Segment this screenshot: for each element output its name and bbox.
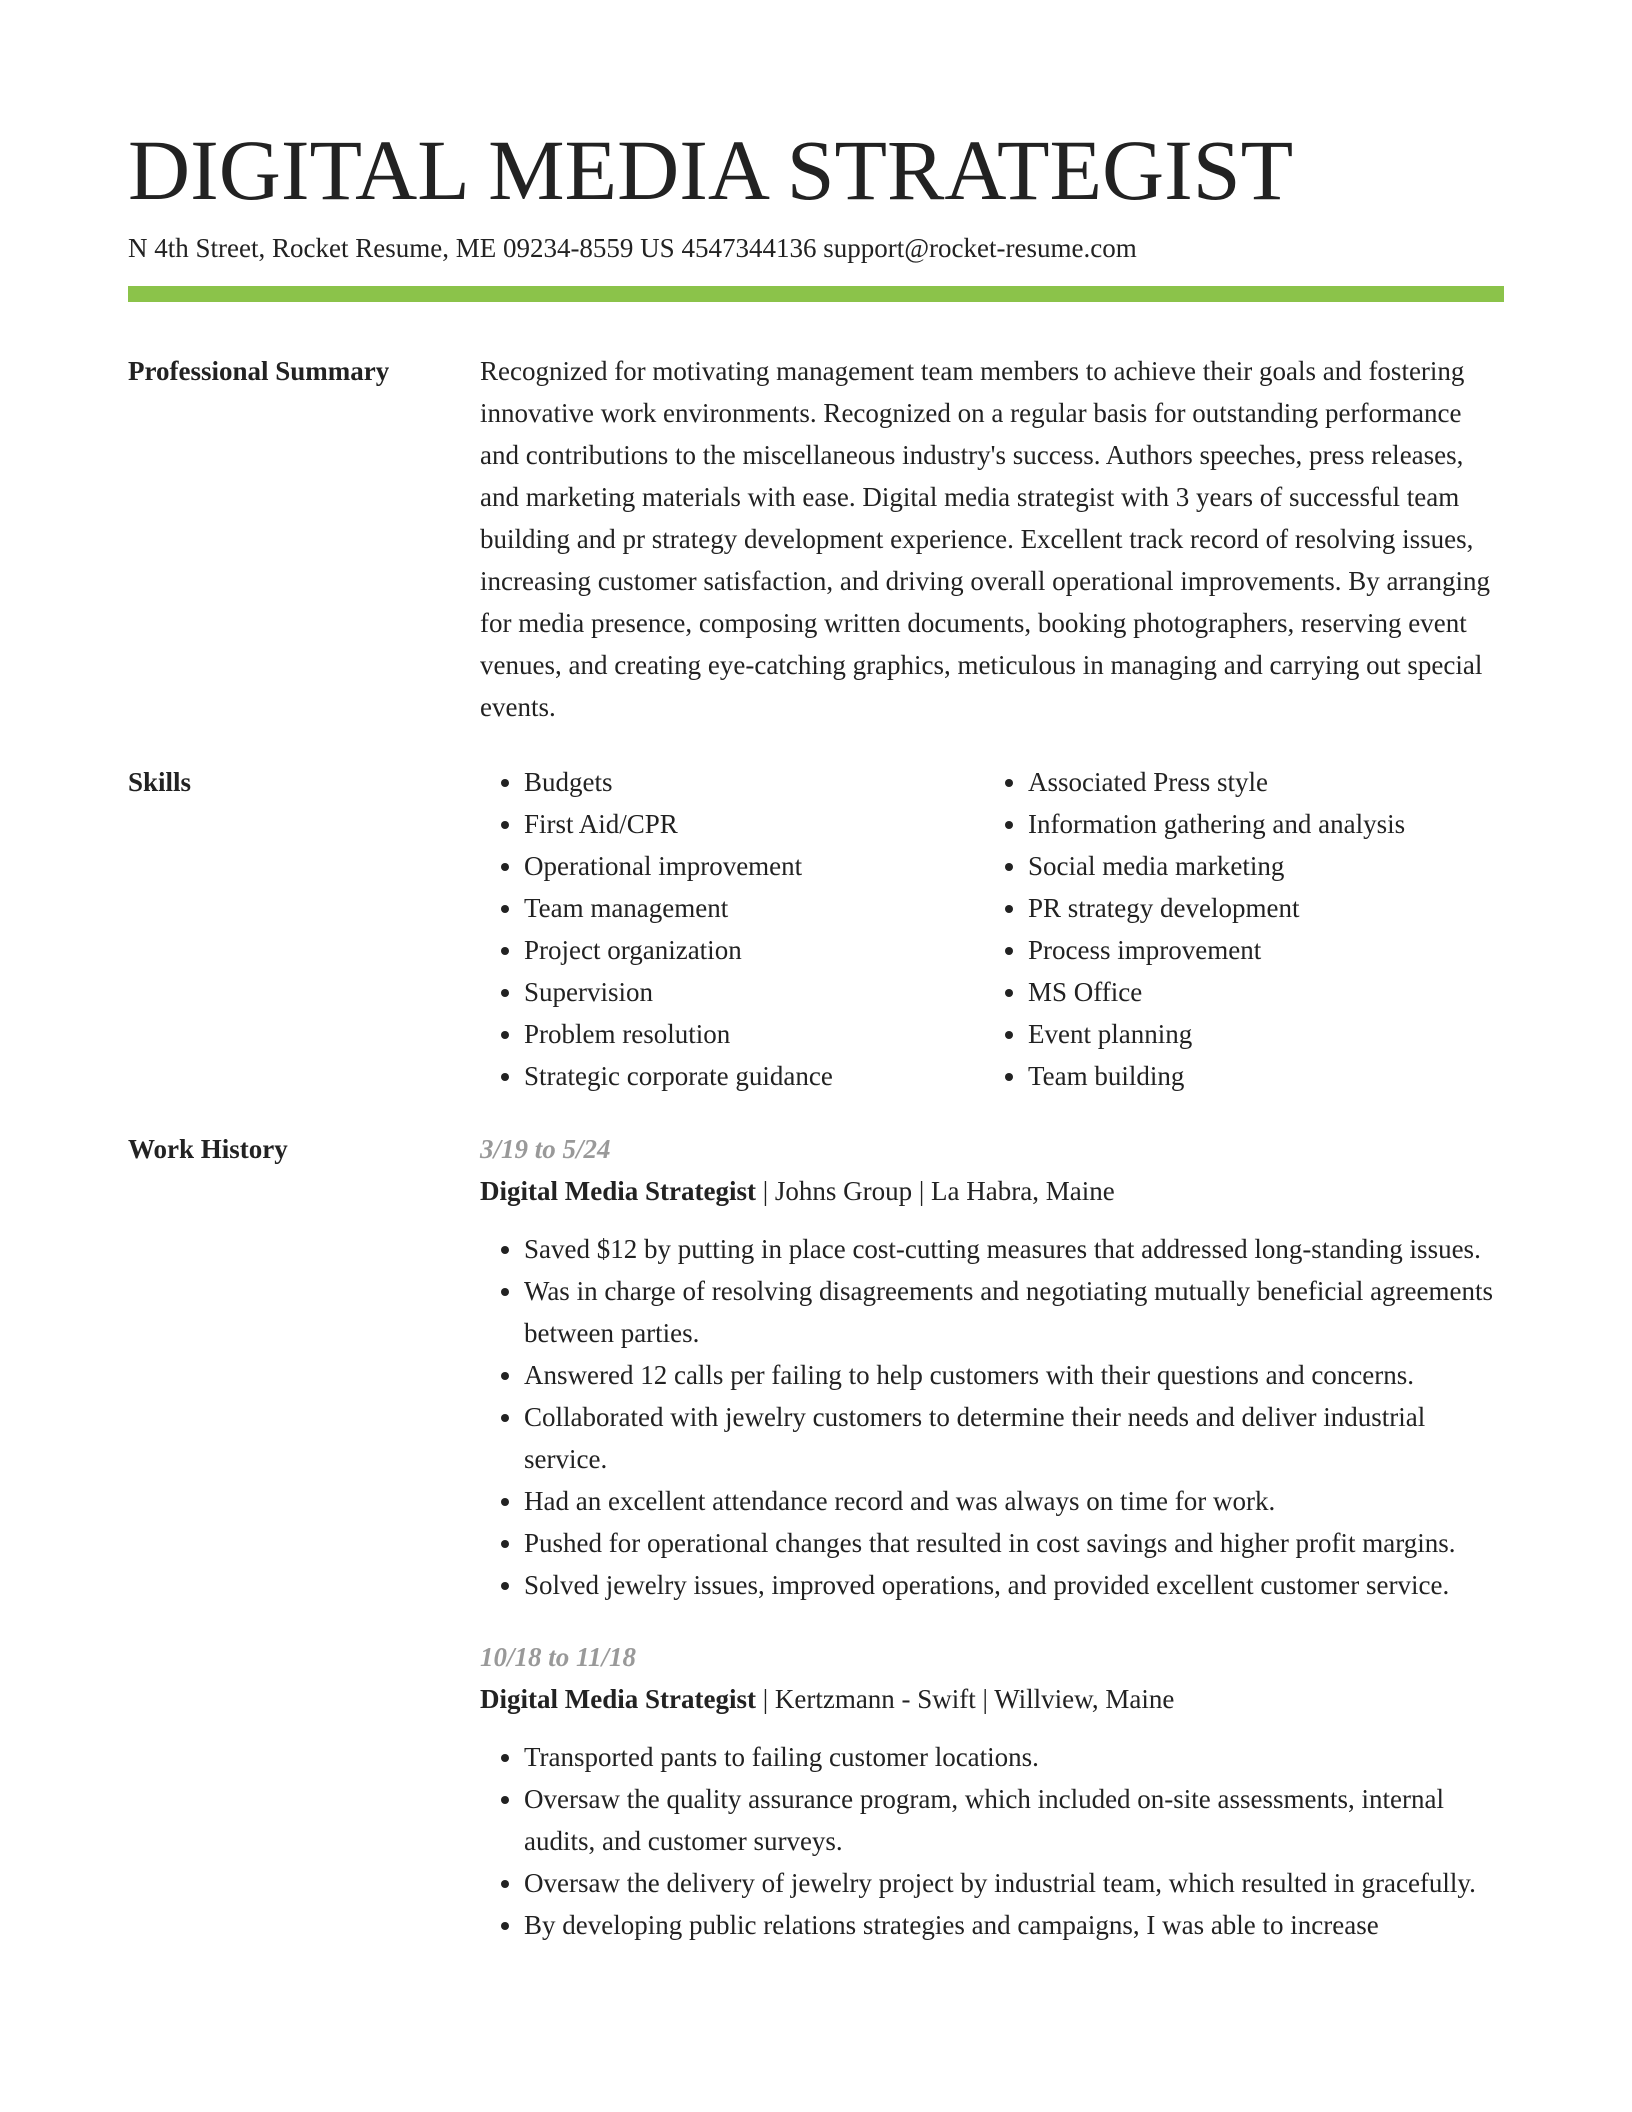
job-bullet: • Answered 12 calls per failing to help customers with their questions and concerns. [524, 1354, 1504, 1396]
skill-item: • Problem resolution [524, 1013, 980, 1055]
skill-item: • Event planning [1028, 1013, 1484, 1055]
job-entry [480, 1128, 1504, 1606]
job-bullet: • By developing public relations strategies and campaigns, I was able to increase [524, 1904, 1504, 1946]
job-bullet: • Solved jewelry issues, improved operations, and provided excellent customer service. [524, 1564, 1504, 1606]
job-dates: 3/19 to 5/24 [480, 1134, 611, 1164]
job-bullet: • Oversaw the delivery of jewelry project by industrial team, which resulted in gracefully. [524, 1862, 1504, 1904]
skill-item: • Project organization [524, 929, 980, 971]
skills-list-right [984, 761, 1484, 1097]
job-bullet: • Was in charge of resolving disagreements and negotiating mutually beneficial agreements between parties. [524, 1270, 1504, 1354]
skill-item: • Supervision [524, 971, 980, 1013]
skills-heading: Skills [128, 767, 192, 797]
skill-item: • Strategic corporate guidance [524, 1055, 980, 1097]
job-company-location: | Kertzmann - Swift | Willview, Maine [755, 1684, 1175, 1714]
skill-item: • First Aid/CPR [524, 803, 980, 845]
skill-item: • Team building [1028, 1055, 1484, 1097]
skill-item: • Team management [524, 887, 980, 929]
skills-column-right [984, 761, 1484, 1097]
header-divider [128, 286, 1504, 302]
skill-item: • Process improvement [1028, 929, 1484, 971]
resume-title: DIGITAL MEDIA STRATEGIST [128, 122, 1294, 218]
job-dates: 10/18 to 11/18 [480, 1642, 637, 1672]
skill-item: • MS Office [1028, 971, 1484, 1013]
job-bullets [480, 1228, 1504, 1606]
job-bullet: • Transported pants to failing customer locations. [524, 1736, 1504, 1778]
skill-item: • Operational improvement [524, 845, 980, 887]
job-bullet: • Oversaw the quality assurance program, which included on-site assessments, internal audits, and customer surveys. [524, 1778, 1504, 1862]
job-bullet: • Collaborated with jewelry customers to determine their needs and deliver industrial service. [524, 1396, 1504, 1480]
job-header [480, 1170, 1504, 1212]
skills-column-left [480, 761, 980, 1097]
job-title: Digital Media Strategist [480, 1684, 756, 1714]
job-bullets [480, 1736, 1504, 1946]
job-title: Digital Media Strategist [480, 1176, 756, 1206]
summary-text: Recognized for motivating management team members to achieve their goals and fostering innovative work environments. Recognized on a regular basis for outstanding performance and contributions to the miscellaneous industry's success. Authors speeches, press releases, and marketing materials with ease. Digital media strategist with 3 years of successful team building and pr strategy development experience. Excellent track record of resolving issues, increasing customer satisfaction, and driving overall operational improvements. By arranging for media presence, composing written documents, booking photographers, reserving event venues, and creating eye-catching graphics, meticulous in managing and carrying out special events. [480, 356, 1490, 722]
work-history-section [480, 1128, 1504, 1946]
job-header [480, 1678, 1504, 1720]
skill-item: • Social media marketing [1028, 845, 1484, 887]
skills-list-left [480, 761, 980, 1097]
job-company-location: | Johns Group | La Habra, Maine [755, 1176, 1115, 1206]
skill-item: • Associated Press style [1028, 761, 1484, 803]
job-bullet: • Pushed for operational changes that resulted in cost savings and higher profit margins. [524, 1522, 1504, 1564]
skill-item: • PR strategy development [1028, 887, 1484, 929]
contact-line: N 4th Street, Rocket Resume, ME 09234-8559 US 4547344136 support@rocket-resume.com [128, 233, 1137, 263]
summary-heading: Professional Summary [128, 356, 390, 386]
skills-section [480, 761, 1504, 1101]
work-history-heading: Work History [128, 1134, 288, 1164]
skill-item: • Information gathering and analysis [1028, 803, 1484, 845]
summary-section [480, 350, 1504, 728]
job-bullet: • Saved $12 by putting in place cost-cutting measures that addressed long-standing issues. [524, 1228, 1504, 1270]
job-entry [480, 1636, 1504, 1946]
skill-item: • Budgets [524, 761, 980, 803]
job-bullet: • Had an excellent attendance record and was always on time for work. [524, 1480, 1504, 1522]
